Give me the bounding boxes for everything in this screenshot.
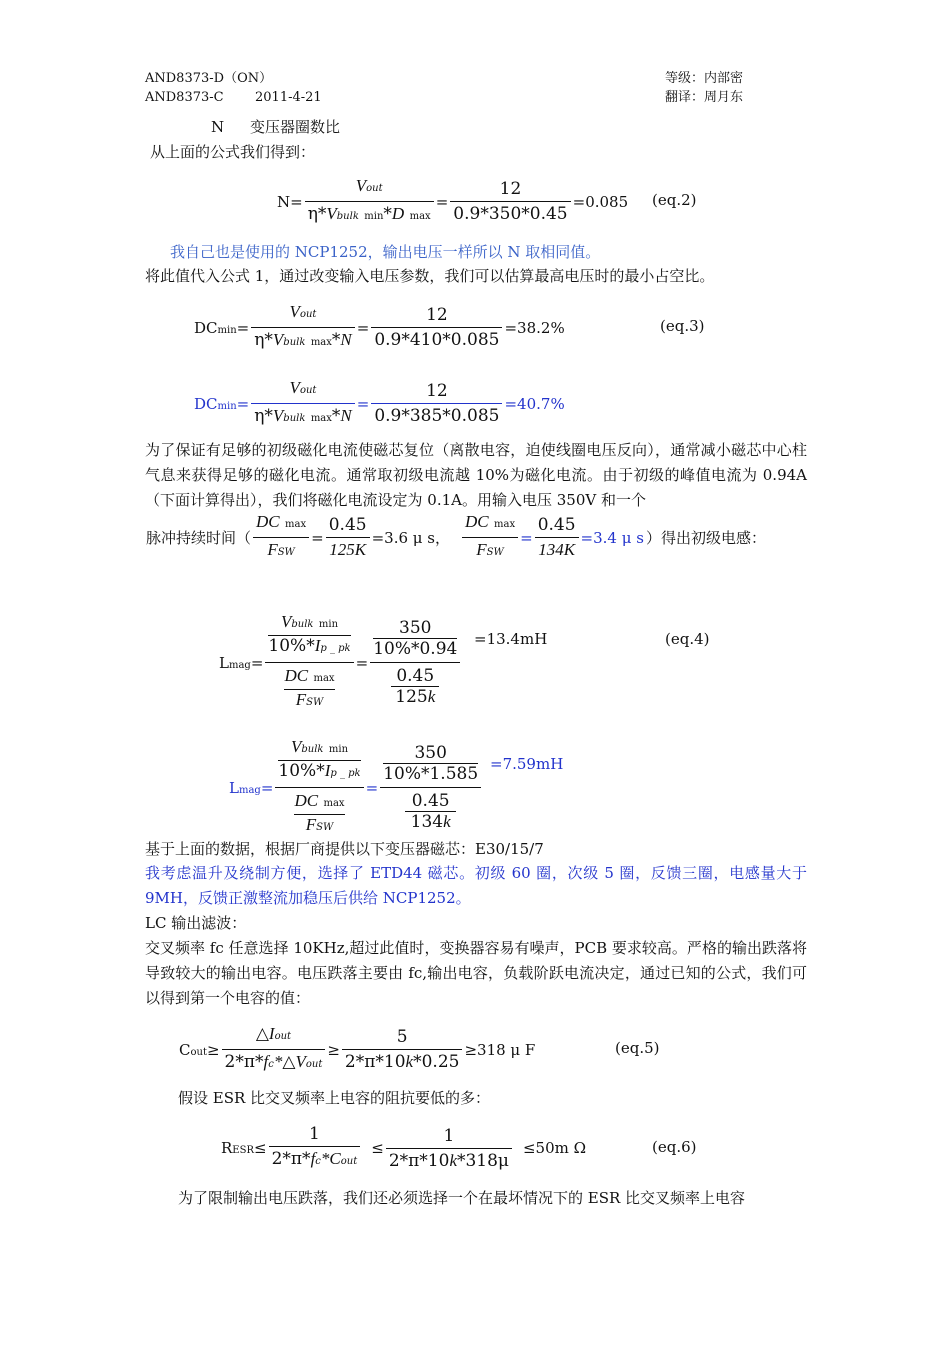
equation-6: RESR≤ $\frac{1}{\text{2*π*fc*Cout}}$ ≤ $\frac{1}{2*\pi*10k*318\mu}$ ≤50m Ω — [221, 1124, 587, 1171]
eq5-result: ≥318 μ F — [464, 1040, 536, 1059]
line-last: 为了限制输出电压跌落，我们还必须选择一个在最坏情况下的 ESR 比交叉频率上电容 — [178, 1189, 746, 1207]
note-ncp1252: 我自己也是使用的 NCP1252，输出电压一样所以 N 取相同值。 — [170, 243, 601, 261]
line-esr: 假设 ESR 比交叉频率上电容的阻抗要低的多： — [178, 1089, 491, 1107]
eq2-fraction-2: $\frac{12}{0.9*350*0.45}$ — [450, 179, 570, 224]
eq5-fraction-2: $\frac{5}{2*\pi*10k*0.25}$ — [342, 1027, 463, 1072]
eq3b-fraction-2: $\frac{12}{0.9*385*0.085}$ — [371, 381, 502, 426]
eq3-fraction-2: $\frac{12}{0.9*410*0.085}$ — [371, 305, 502, 350]
equation-3-alt: DCmin= $\frac{\text{Vout}}{\text{η*Vbulk max*N}}$ = $\frac{12}{0.9*385*0.085}$ =40.7% — [193, 378, 566, 429]
note-etd44: 我考虑温升及绕制方便，选择了 ETD44 磁芯。初级 60 圈，次级 5 圈，反馈三圈，电感量大于 9MH，反馈正激整流加稳压后供给 NCP1252。 — [145, 864, 807, 907]
line-core: 基于上面的数据，根据厂商提供以下变压器磁芯：E30/15/7 — [145, 840, 544, 858]
pulse-fraction-1: $\frac{\text{DC max}}{\text{FSW}}$ — [253, 512, 309, 563]
header-classification: 等级：内部密 — [665, 71, 744, 86]
eq2-equals: = — [435, 192, 449, 211]
eq4b-fraction-right: 350 10%*1.585 0.45 134k — [380, 743, 481, 832]
eq6-result: ≤50m Ω — [522, 1139, 587, 1157]
eq3-fraction-1: $\frac{\text{Vout}}{\text{η*Vbulk max*N}}$ — [251, 302, 355, 353]
eq2-lhs: N= — [277, 192, 303, 211]
equation-4: Lmag= Vbulk min 10%*Ip _ pk DC max FSW = 350 10%*0.94 0.45 125k — [218, 612, 461, 713]
eq3b-result: =40.7% — [504, 394, 565, 413]
eq2-label: (eq.2) — [652, 191, 697, 209]
eq3-result: =38.2% — [504, 318, 565, 337]
paragraph-magnetizing-current: 为了保证有足够的初级磁化电流使磁芯复位（离散电容，迫使线圈电压反向），通常减小磁芯中心柱气息来获得足够的磁化电流。通常取初级电流越 10%为磁化电流。由于初级的峰值电流为 0.94A（下面计算得出），我们将磁化电流设定为 0.1A。用输入电压 350V 和一个 — [145, 441, 807, 509]
eq4-fraction-right: 350 10%*0.94 0.45 125k — [370, 618, 460, 707]
eq6-fraction-2: $\frac{1}{2*\pi*10k*318\mu}$ — [386, 1126, 512, 1171]
eq6-label: (eq.6) — [652, 1138, 697, 1156]
pulse-fraction-3: $\frac{\text{DC max}}{\text{FSW}}$ — [462, 512, 518, 563]
eq3-label: (eq.3) — [660, 317, 705, 335]
line-from-formula: 从上面的公式我们得到： — [150, 143, 316, 161]
equation-3: DCmin= $\frac{\text{Vout}}{\text{η*Vbulk max*N}}$ = $\frac{12}{0.9*410*0.085}$ =38.2% — [193, 302, 566, 353]
eq4b-fraction-left: Vbulk min 10%*Ip _ pk DC max FSW — [275, 737, 363, 838]
eq4-label: (eq.4) — [665, 630, 710, 648]
pulse-fraction-2: $\frac{0.45}{125K}$ — [326, 515, 370, 560]
eq2-result: =0.085 — [572, 192, 629, 211]
eq2-fraction-1: $\frac{\text{Vout}}{\text{η*Vbulk min*D max}}$ — [305, 176, 434, 227]
paragraph-crossover: 交叉频率 fc 任意选择 10KHz,超过此值时，变换器容易有噪声，PCB 要求较高。严格的输出跌落将导致较大的输出电容。电压跌落主要由 fc,输出电容，负载阶跃电流决定，通过已知的公式，我们可以得到第一个电容的值： — [145, 939, 807, 1007]
pulse-fraction-4: $\frac{0.45}{134K}$ — [535, 515, 579, 560]
header-date: 2011-4-21 — [255, 90, 322, 105]
equation-2 — [276, 176, 629, 227]
eq5-label: (eq.5) — [615, 1039, 660, 1057]
def-n-text: 变压器圈数比 — [250, 118, 341, 136]
eq4b-result: =7.59mH — [490, 755, 564, 773]
eq3b-fraction-1: $\frac{\text{Vout}}{\text{η*Vbulk max*N}}$ — [251, 378, 355, 429]
eq4-result: =13.4mH — [474, 630, 548, 648]
line-lc-filter: LC 输出滤波： — [145, 914, 247, 932]
eq6-fraction-1: $\frac{1}{\text{2*π*fc*Cout}}$ — [269, 1124, 361, 1172]
header-doc-id: AND8373-D（ON） — [145, 71, 273, 86]
eq5-fraction-1: $\frac{\text{△Iout}}{\text{2*π*fc*△Vout}}$ — [222, 1024, 326, 1075]
eq4-fraction-left: Vbulk min 10%*Ip _ pk DC max FSW — [265, 612, 353, 713]
pulse-duration-line: 脉冲持续时间（ $\frac{\text{DC max}}{\text{FSW}}$ = $\frac{0.45}{125K}$ =3.6 μ s， $\frac{\text{DC max}}{\text{FSW}}$ = $\frac{0.45}{134K}$ =3.4 μ s ）得出初级电感： — [145, 512, 767, 563]
equation-4-alt: Lmag= Vbulk min 10%*Ip _ pk DC max FSW = 350 10%*1.585 0.45 134k — [228, 737, 482, 838]
header-doc-id-2: AND8373-C — [145, 90, 224, 105]
line-substitute: 将此值代入公式 1，通过改变输入电压参数，我们可以估算最高电压时的最小占空比。 — [145, 267, 715, 285]
header-translator: 翻译：周月东 — [665, 90, 744, 105]
equation-5: Cout≥ $\frac{\text{△Iout}}{\text{2*π*fc*△Vout}}$ ≥ $\frac{5}{2*\pi*10k*0.25}$ ≥318 μ F — [178, 1024, 536, 1075]
def-n-symbol: N — [211, 118, 225, 136]
